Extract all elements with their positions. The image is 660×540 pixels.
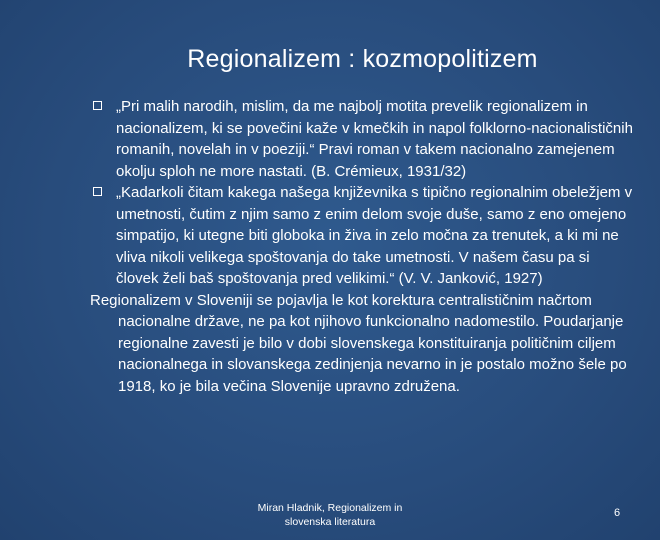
bullet-text-1: „Pri malih narodih, mislim, da me najbolj motita prevelik regionalizem in nacionalizem, ki se povečini kaže v kmečkih in napol folklorno-nacionalističnih romanih, novelah in v poeziji.“ Pravi roman v takem nacionalno zamejenem okolju sploh ne more nastati. (B. Crémieux, 1931/32) [116,98,633,180]
footer-author [235,501,425,529]
slide-content [90,96,635,397]
body-paragraph: Regionalizem v Sloveniji se pojavlja le kot korektura centralističnim načrtom nacionalne države, ne pa kot njihovo funkcionalno nadomestilo. Poudarjanje regionalne zavesti je bilo v dobi slovenskega konstituiranja političnim ciljem nacionalnega in slovanskega zedinjenja nevarno in je postalo možno šele po 1918, ko je bila večina Slovenije upravno združena. [90,291,627,395]
hollow-square-bullet-icon [93,101,102,110]
footer-author-line-2: slovenska literatura [284,516,376,528]
slide-title: Regionalizem : kozmopolitizem [187,45,538,73]
bullet-item-1 [90,96,635,182]
bullet-text-2: „Kadarkoli čitam kakega našega književnika s tipično regionalnim obeležjem v umetnosti, čutim z njim samo z enim delom svoje duše, samo z eno omejeno simpatijo, ki utegne biti globoka in živa in zelo močna za trenutek, a ki mi ne vliva nikoli velikega spoštovanja do take umetnosti. V našem času pa si človek želi baš spoštovanja pred velikimi.“ (V. V. Janković, 1927) [116,184,633,287]
page-number: 6 [613,507,621,519]
footer-author-line-1: Miran Hladnik, Regionalizem in [257,502,403,514]
hollow-square-bullet-icon [93,187,102,196]
bullet-item-2 [90,182,635,290]
